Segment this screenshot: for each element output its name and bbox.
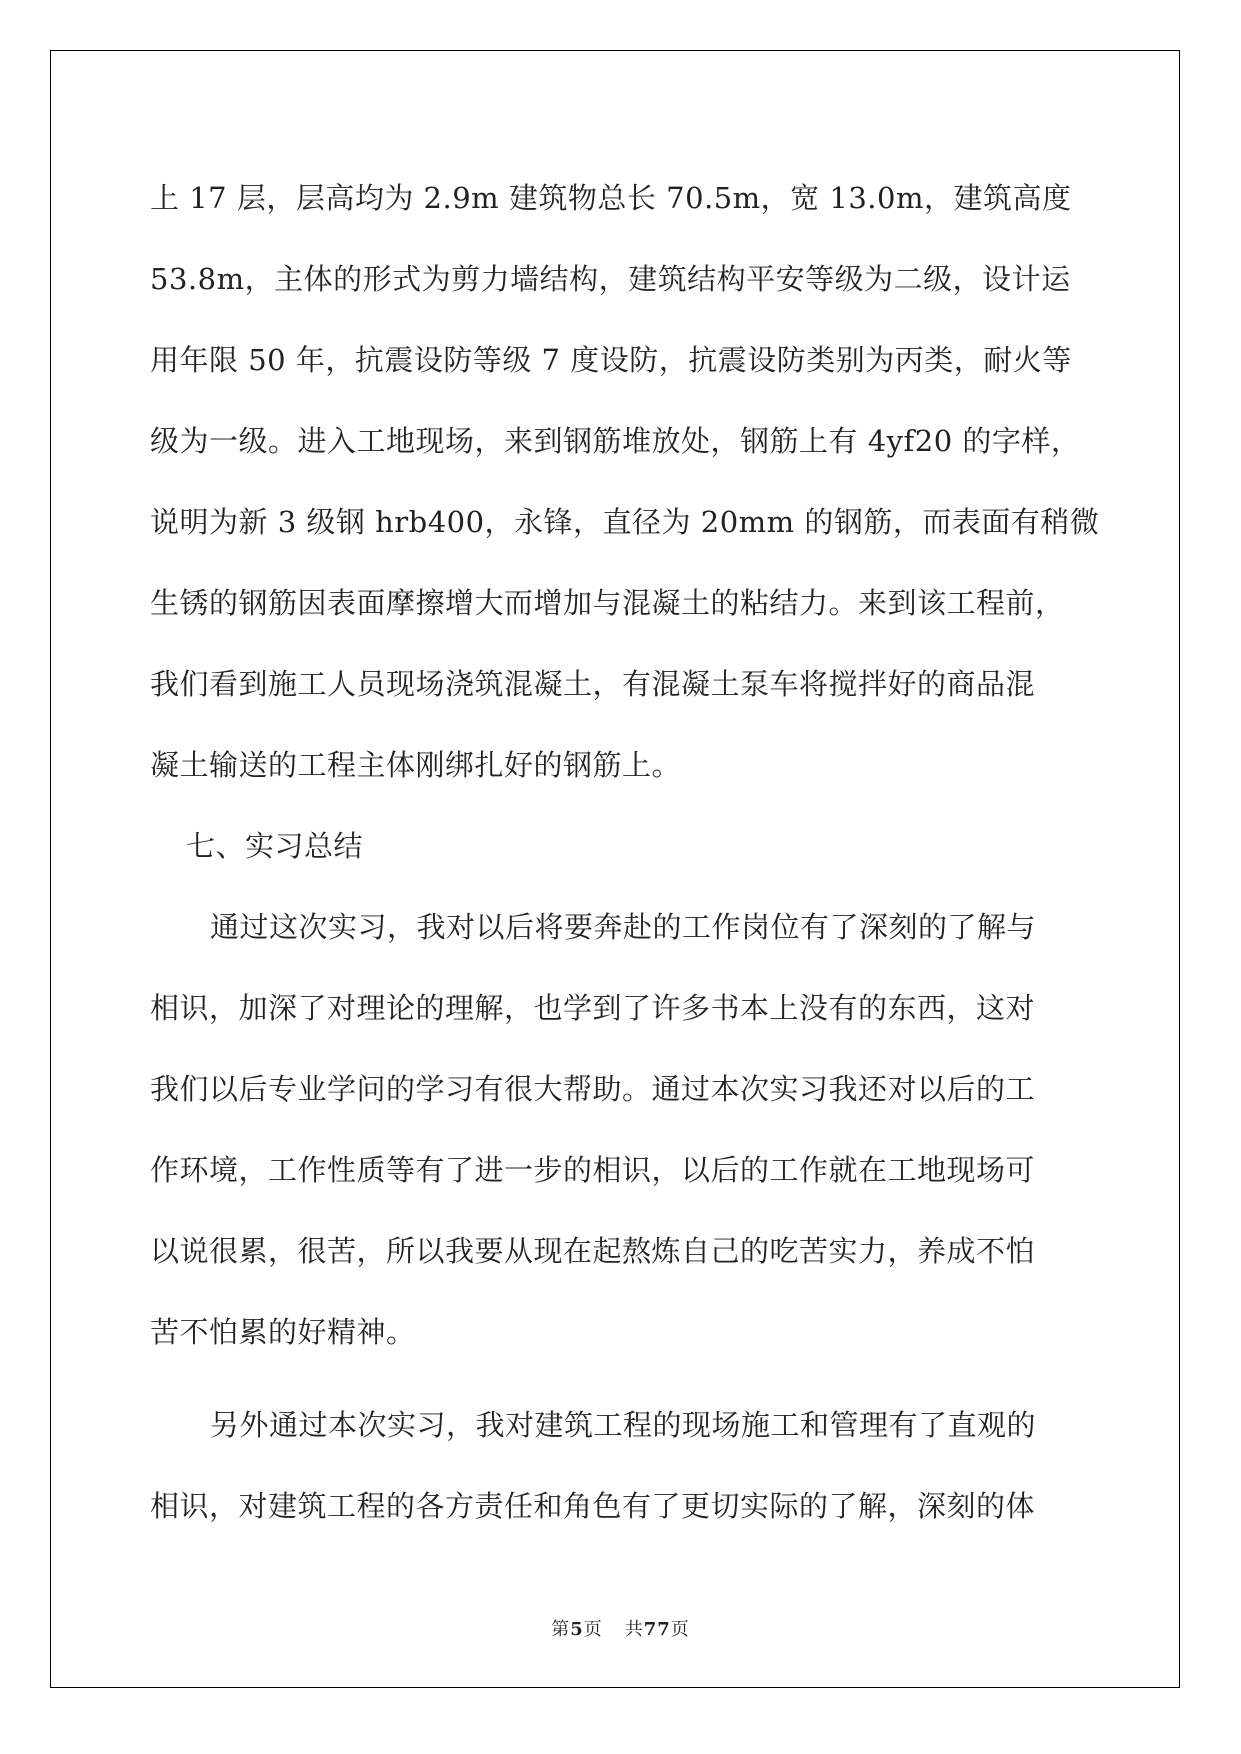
total-prefix: 共 [624,1619,644,1640]
text-line: 以说很累，很苦，所以我要从现在起熬炼自己的吃苦实力，养成不怕 [150,1234,1036,1268]
text-line: 用年限 50 年，抗震设防等级 7 度设防，抗震设防类别为丙类，耐火等 [150,343,1072,377]
text-line: 另外通过本次实习，我对建筑工程的现场施工和管理有了直观的 [210,1408,1037,1442]
text-line: 通过这次实习，我对以后将要奔赴的工作岗位有了深刻的了解与 [210,910,1037,944]
text-line: 作环境，工作性质等有了进一步的相识，以后的工作就在工地现场可 [150,1153,1036,1187]
text-line: 生锈的钢筋因表面摩擦增大而增加与混凝土的粘结力。来到该工程前， [150,586,1065,620]
text-line: 相识，对建筑工程的各方责任和角色有了更切实际的了解，深刻的体 [150,1489,1036,1523]
text-line: 级为一级。进入工地现场，来到钢筋堆放处，钢筋上有 4yf20 的字样， [150,424,1081,458]
document-body [150,158,1100,1547]
page-footer [0,1615,1241,1641]
text-line: 53.8m，主体的形式为剪力墙结构，建筑结构平安等级为二级，设计运 [150,262,1071,296]
section-heading: 七、实习总结 [186,829,364,863]
text-line: 上 17 层，层高均为 2.9m 建筑物总长 70.5m，宽 13.0m，建筑高度 [150,181,1072,215]
text-line: 我们看到施工人员现场浇筑混凝土，有混凝土泵车将搅拌好的商品混 [150,667,1036,701]
total-suffix: 页 [670,1619,690,1640]
text-line: 我们以后专业学问的学习有很大帮助。通过本次实习我还对以后的工 [150,1072,1036,1106]
page-prefix: 第 [551,1619,571,1640]
text-line: 苦不怕累的好精神。 [150,1315,416,1349]
text-line: 相识，加深了对理论的理解，也学到了许多书本上没有的东西，这对 [150,991,1036,1025]
paragraph-spacer [150,1373,1095,1385]
total-pages: 77 [643,1619,671,1640]
page-number: 5 [570,1619,584,1640]
text-line: 说明为新 3 级钢 hrb400，永锋，直径为 20mm 的钢筋，而表面有稍微 [150,505,1100,539]
text-line: 凝土输送的工程主体刚绑扎好的钢筋上。 [150,748,682,782]
page-suffix: 页 [583,1619,603,1640]
